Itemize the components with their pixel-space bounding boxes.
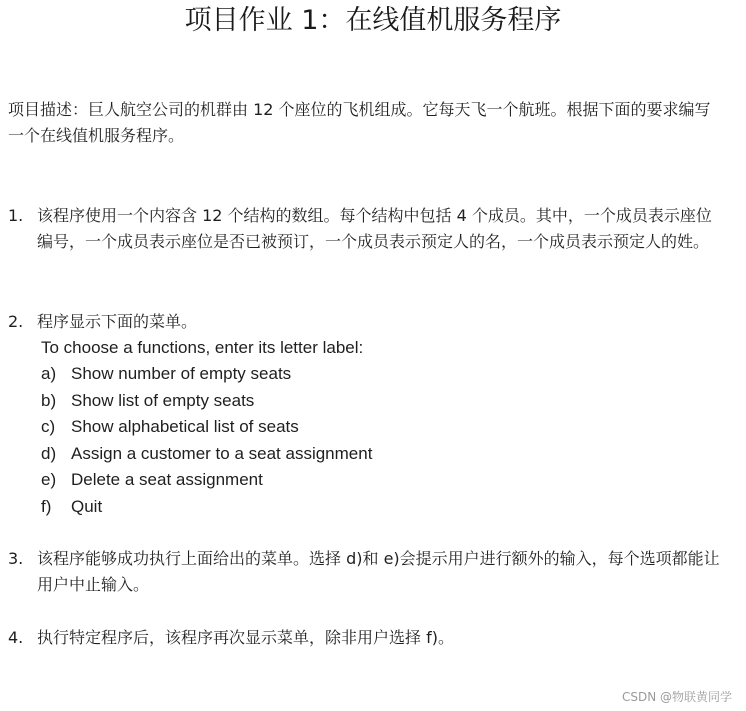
option-label: Show number of empty seats bbox=[71, 364, 292, 383]
option-label: Delete a seat assignment bbox=[71, 470, 263, 489]
menu-option-f bbox=[41, 494, 372, 521]
watermark: CSDN @物联黄同学 bbox=[621, 690, 732, 704]
option-letter: f) bbox=[41, 496, 52, 516]
item-text: 该程序使用一个内容含 12 个结构的数组。每个结构中包括 4 个成员。其中，一个成员表示座位编号，一个成员表示座位是否已被预订，一个成员表示预定人的名，一个成员表示预定人的姓。 bbox=[37, 206, 712, 251]
option-label: Show list of empty seats bbox=[71, 390, 255, 410]
menu-option-a bbox=[41, 361, 372, 388]
menu-option-b bbox=[41, 388, 372, 415]
item-text: 执行特定程序后，该程序再次显示菜单，除非用户选择 f)。 bbox=[37, 628, 454, 647]
menu-option-e bbox=[41, 467, 372, 494]
option-label: Quit bbox=[71, 496, 103, 516]
menu-option-d bbox=[41, 441, 372, 468]
option-letter: c) bbox=[41, 417, 56, 436]
option-letter: b) bbox=[41, 390, 57, 410]
menu-prompt: To choose a functions, enter its letter label: bbox=[41, 338, 364, 357]
menu-option-c bbox=[41, 414, 372, 441]
option-label: Show alphabetical list of seats bbox=[71, 417, 299, 436]
page-title: 项目作业 1：在线值机服务程序 bbox=[184, 5, 562, 36]
menu-option-list bbox=[41, 361, 372, 520]
item-text: 该程序能够成功执行上面给出的菜单。选择 d)和 e)会提示用户进行额外的输入，每个选项都能让用户中止输入。 bbox=[37, 549, 720, 594]
option-letter: d) bbox=[41, 443, 57, 463]
item-number: 2. bbox=[8, 312, 24, 331]
item-text: 程序显示下面的菜单。 bbox=[37, 312, 198, 331]
item-number: 4. bbox=[8, 628, 24, 647]
option-letter: a) bbox=[41, 364, 57, 383]
project-description: 项目描述：巨人航空公司的机群由 12 个座位的飞机组成。它每天飞一个航班。根据下面的要求编写一个在线值机服务程序。 bbox=[8, 100, 711, 145]
option-letter: e) bbox=[41, 470, 57, 489]
option-label: Assign a customer to a seat assignment bbox=[71, 443, 373, 463]
item-number: 1. bbox=[8, 206, 24, 225]
item-number: 3. bbox=[8, 549, 24, 568]
